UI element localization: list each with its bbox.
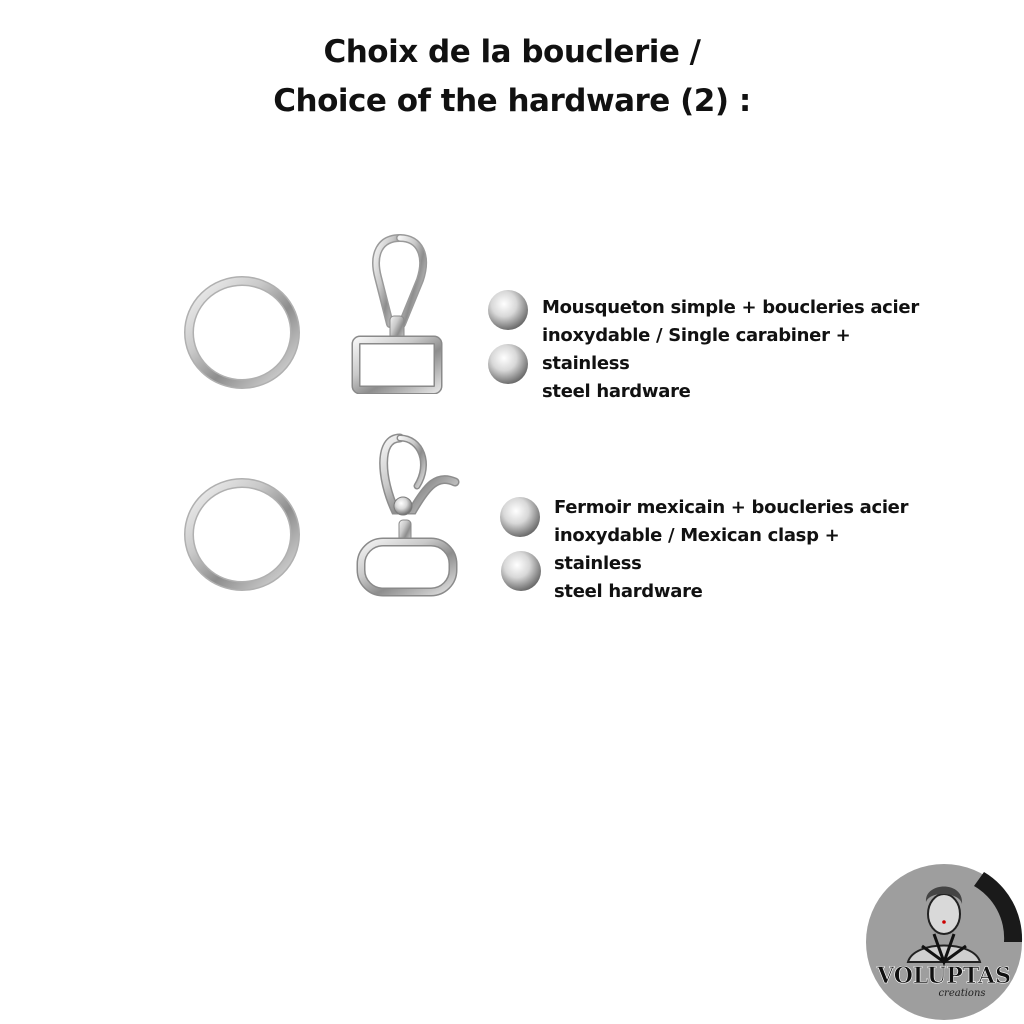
rivet-icon [487, 289, 529, 331]
rivet-icon [487, 343, 529, 385]
description-line: steel hardware [542, 381, 691, 402]
description-line: Fermoir mexicain + boucleries acier [554, 497, 909, 518]
page-title-french: Choix de la bouclerie / [323, 34, 701, 70]
lobster-clasp-icon [355, 430, 460, 598]
option-description [542, 294, 922, 406]
rivet-icon [500, 550, 542, 592]
logo-tagline: creations [938, 988, 986, 999]
option-description [554, 494, 924, 606]
swivel-snap-hook-icon [350, 232, 445, 394]
description-line: Mousqueton simple + boucleries acier [542, 297, 919, 318]
logo-name: VOLUPTAS [877, 963, 1011, 989]
page-title-english: Choice of the hardware (2) : [273, 83, 751, 119]
description-line: inoxydable / Single carabiner + stainless [542, 325, 851, 374]
rivet-icon [499, 496, 541, 538]
description-line: steel hardware [554, 581, 703, 602]
description-line: inoxydable / Mexican clasp + stainless [554, 525, 840, 574]
o-ring-icon [183, 275, 301, 390]
o-ring-icon [183, 477, 301, 592]
voluptas-logo [864, 862, 1024, 1022]
